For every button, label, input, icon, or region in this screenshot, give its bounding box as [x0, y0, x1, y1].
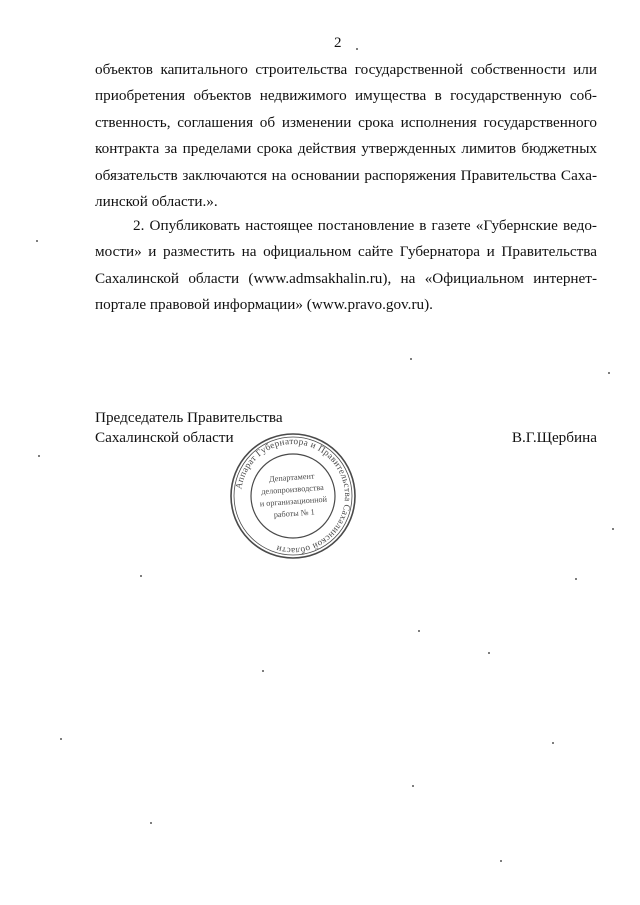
- paragraph-2-line: 2. Опубликовать настоящее постановление в газете «Губернские ведо-: [133, 217, 597, 234]
- stamp-inner-line-2: делопроизводства: [261, 482, 325, 497]
- paragraph-1-line: контракта за пределами срока действия утвержденных лимитов бюджетных: [95, 140, 597, 158]
- official-stamp: [228, 431, 358, 561]
- scan-speck: [612, 528, 614, 530]
- stamp-inner-line-1: Департамент: [268, 471, 315, 484]
- paragraph-2-line: портале правовой информации» (www.pravo.gov.ru).: [95, 296, 433, 314]
- paragraph-1-line: приобретения объектов недвижимого имущества в государственную соб-: [95, 87, 597, 105]
- scan-speck: [488, 652, 490, 654]
- scan-speck: [140, 575, 142, 577]
- paragraph-1-line: ственность, соглашения об изменении срока исполнения государственного: [95, 113, 597, 131]
- scan-speck: [418, 630, 420, 632]
- signatory-name: В.Г.Щербина: [511, 429, 597, 446]
- paragraph-2-line: мости» и разместить на официальном сайте Губернатора и Правительства: [95, 243, 597, 261]
- stamp-inner-line-4: работы № 1: [273, 507, 315, 520]
- paragraph-1: [95, 57, 597, 215]
- scan-speck: [608, 372, 610, 374]
- scan-speck: [412, 785, 414, 787]
- scan-speck: [356, 48, 358, 50]
- paragraph-2: [95, 213, 597, 319]
- scan-speck: [150, 822, 152, 824]
- scan-speck: [575, 578, 577, 580]
- scan-speck: [36, 240, 38, 242]
- scan-speck: [38, 455, 40, 457]
- stamp-outer-ring: [231, 434, 355, 558]
- signatory-position: Председатель Правительства: [95, 409, 283, 426]
- signatory-region: Сахалинской области: [95, 429, 234, 446]
- paragraph-1-line: обязательств заключаются на основании распоряжения Правительства Саха-: [95, 166, 597, 184]
- page-number: 2: [334, 35, 342, 51]
- paragraph-1-line: объектов капитального строительства государственной собственности или: [95, 61, 597, 78]
- paragraph-2-line: Сахалинской области (www.admsakhalin.ru), на «Официальном интернет-: [95, 269, 597, 287]
- scan-speck: [552, 742, 554, 744]
- scan-speck: [500, 860, 502, 862]
- paragraph-1-line: линской области.».: [95, 192, 218, 210]
- scan-speck: [60, 738, 62, 740]
- stamp-outer-text: Аппарат Губернатора и Правительства Сахалинской области: [233, 435, 354, 557]
- scan-speck: [410, 358, 412, 360]
- scan-speck: [262, 670, 264, 672]
- stamp-inner-line-3: и организационной: [259, 494, 328, 509]
